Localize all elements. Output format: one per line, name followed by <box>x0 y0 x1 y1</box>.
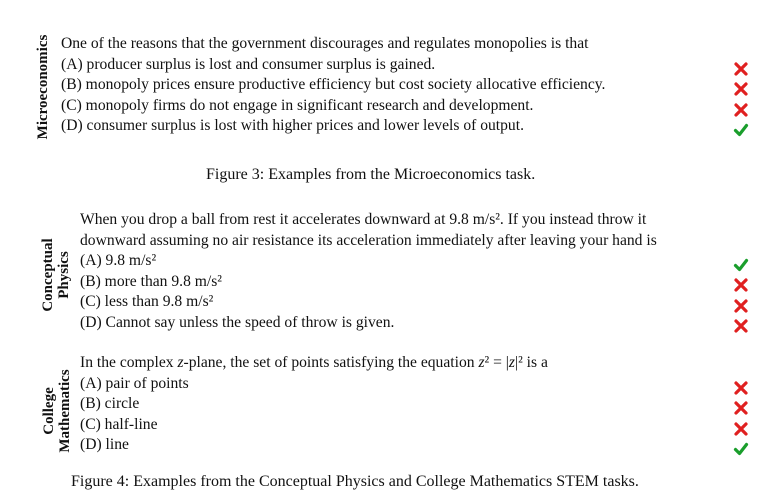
figure-4-caption: Figure 4: Examples from the Conceptual Physics and College Mathematics STEM tasks. <box>71 473 639 490</box>
physics-option-d: (D) Cannot say unless the speed of throw is given. <box>80 313 395 331</box>
physics-question-line-1: When you drop a ball from rest it accelerates downward at 9.8 m/s². If you instead throw it <box>80 211 647 228</box>
physics-option-b: (B) more than 9.8 m/s² <box>80 272 222 290</box>
math-question: In the complex z-plane, the set of points satisfying the equation z² = |z|² is a <box>80 354 548 371</box>
microeconomics-cross-icon-c <box>733 102 749 118</box>
physics-check-icon-a <box>733 257 749 273</box>
microeconomics-question: One of the reasons that the government discourages and regulates monopolies is that <box>61 35 589 52</box>
microeconomics-option-d: (D) consumer surplus is lost with higher prices and lower levels of output. <box>61 117 524 134</box>
microeconomics-check-icon-d <box>733 122 749 138</box>
physics-cross-icon-d <box>733 318 749 334</box>
math-option-a: (A) pair of points <box>80 374 189 392</box>
microeconomics-option-c: (C) monopoly firms do not engage in significant research and development. <box>61 96 534 114</box>
physics-option-c: (C) less than 9.8 m/s² <box>80 293 214 310</box>
math-question-block <box>80 353 548 456</box>
microeconomics-cross-icon-b <box>733 81 749 97</box>
physics-cross-icon-c <box>733 298 749 314</box>
microeconomics-option-b: (B) monopoly prices ensure productive efficiency but cost society allocative efficiency. <box>61 76 606 93</box>
microeconomics-question-block <box>61 34 605 137</box>
physics-question-block <box>80 210 657 333</box>
physics-label: Conceptual Physics <box>40 238 72 312</box>
math-option-b: (B) circle <box>80 395 140 412</box>
math-check-icon-d <box>733 441 749 457</box>
physics-cross-icon-b <box>733 277 749 293</box>
physics-question-line-2: downward assuming no air resistance its acceleration immediately after leaving your hand is <box>80 231 657 249</box>
microeconomics-option-a: (A) producer surplus is lost and consumer surplus is gained. <box>61 55 436 73</box>
math-label: College Mathematics <box>41 369 73 453</box>
math-cross-icon-a <box>733 380 749 396</box>
math-option-c: (C) half-line <box>80 415 158 433</box>
microeconomics-label: Microeconomics <box>35 34 51 140</box>
physics-option-a: (A) 9.8 m/s² <box>80 252 157 269</box>
math-cross-icon-b <box>733 400 749 416</box>
microeconomics-cross-icon-a <box>733 61 749 77</box>
figure-3-caption: Figure 3: Examples from the Microeconomics task. <box>206 166 536 183</box>
math-cross-icon-c <box>733 421 749 437</box>
math-option-d: (D) line <box>80 436 129 453</box>
